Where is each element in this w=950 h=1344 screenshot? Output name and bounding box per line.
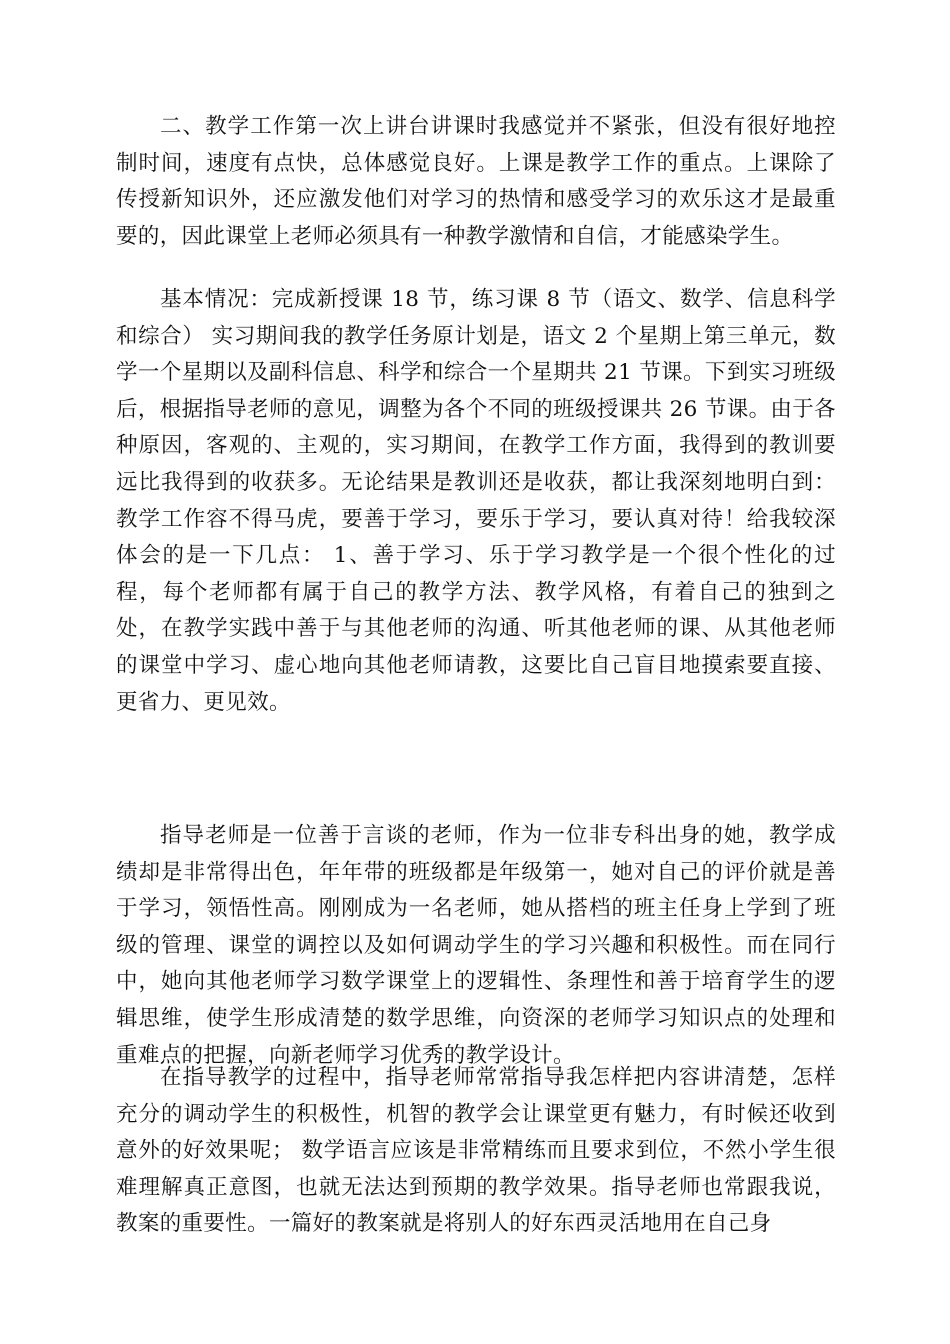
paragraph-basic-situation: 基本情况：完成新授课 18 节，练习课 8 节（语文、数学、信息科学和综合） 实习期间我的教学任务原计划是，语文 2 个星期上第三单元，数学一个星期以及副科信息、科学和综合一个星期共 21 节课。下到实习班级后，根据指导老师的意见，调整为各个不同的班级授课共 26 节课。由于各种原因，客观的、主观的，实习期间，在教学工作方面，我得到的教训要远比我得到的收获多。无论结果是教训还是收获，都让我深刻地明白到：教学工作容不得马虎，要善于学习，要乐于学习，要认真对待！给我较深体会的是一下几点： 1、善于学习、乐于学习教学是一个很个性化的过程，每个老师都有属于自己的教学方法、教学风格，有着自己的独到之处，在教学实践中善于与其他老师的沟通、听其他老师的课、从其他老师的课堂中学习、虚心地向其他老师请教，这要比自己盲目地摸索要直接、更省力、更见效。 <box>116 287 836 715</box>
paragraph-guidance: 在指导教学的过程中，指导老师常常指导我怎样把内容讲清楚，怎样充分的调动学生的积极性，机智的教学会让课堂更有魅力，有时候还收到意外的好效果呢； 数学语言应该是非常精练而且要求到位，不然小学生很难理解真正意图，也就无法达到预期的教学效果。指导老师也常跟我说，教案的重要性。一篇好的教案就是将别人的好东西灵活地用在自己身 <box>116 1065 836 1237</box>
paragraph-mentor-teacher: 指导老师是一位善于言谈的老师，作为一位非专科出身的她，教学成绩却是非常得出色，年年带的班级都是年级第一，她对自己的评价就是善于学习，领悟性高。刚刚成为一名老师，她从搭档的班主任身上学到了班级的管理、课堂的调控以及如何调动学生的学习兴趣和积极性。而在同行中，她向其他老师学习数学课堂上的逻辑性、条理性和善于培育学生的逻辑思维，使学生形成清楚的数学思维，向资深的老师学习知识点的处理和重难点的把握，向新老师学习优秀的教学设计。 <box>116 823 836 1068</box>
paragraph-teaching-work: 二、教学工作第一次上讲台讲课时我感觉并不紧张，但没有很好地控制时间，速度有点快，总体感觉良好。上课是教学工作的重点。上课除了传授新知识外，还应激发他们对学习的热情和感受学习的欢乐这才是最重要的，因此课堂上老师必须具有一种教学激情和自信，才能感染学生。 <box>116 114 836 249</box>
